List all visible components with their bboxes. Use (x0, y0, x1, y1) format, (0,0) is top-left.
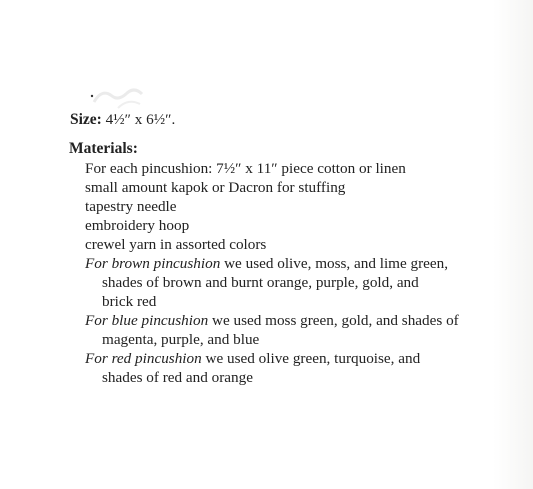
page-edge-shadow (493, 0, 533, 489)
brown-pincushion-continuation: brick red (102, 293, 157, 310)
size-label: Size: (70, 111, 102, 128)
variant-text: we used olive, moss, and lime green, (220, 255, 449, 272)
variant-italic-label: For blue pincushion (85, 312, 209, 329)
size-value: 4½″ x 6½″. (105, 111, 176, 128)
materials-item: embroidery hoop (85, 217, 190, 234)
materials-heading: Materials: (69, 140, 138, 157)
materials-item: small amount kapok or Dacron for stuffing (85, 179, 346, 196)
variant-italic-label: For brown pincushion (85, 255, 221, 272)
materials-item: tapestry needle (85, 198, 177, 215)
variant-italic-label: For red pincushion (85, 350, 202, 367)
blue-pincushion-line (85, 311, 459, 331)
size-line (70, 110, 175, 130)
faded-ornament (88, 78, 168, 114)
variant-text: we used olive green, turquoise, and (201, 350, 421, 367)
brown-pincushion-continuation: shades of brown and burnt orange, purple, gold, and (102, 274, 419, 291)
red-pincushion-line (85, 349, 420, 369)
brown-pincushion-line (85, 254, 448, 274)
materials-item: For each pincushion: 7½″ x 11″ piece cotton or linen (85, 160, 406, 177)
blue-pincushion-continuation: magenta, purple, and blue (102, 331, 260, 348)
materials-item: crewel yarn in assorted colors (85, 236, 267, 253)
variant-text: we used moss green, gold, and shades of (208, 312, 459, 329)
red-pincushion-continuation: shades of red and orange (102, 369, 253, 386)
